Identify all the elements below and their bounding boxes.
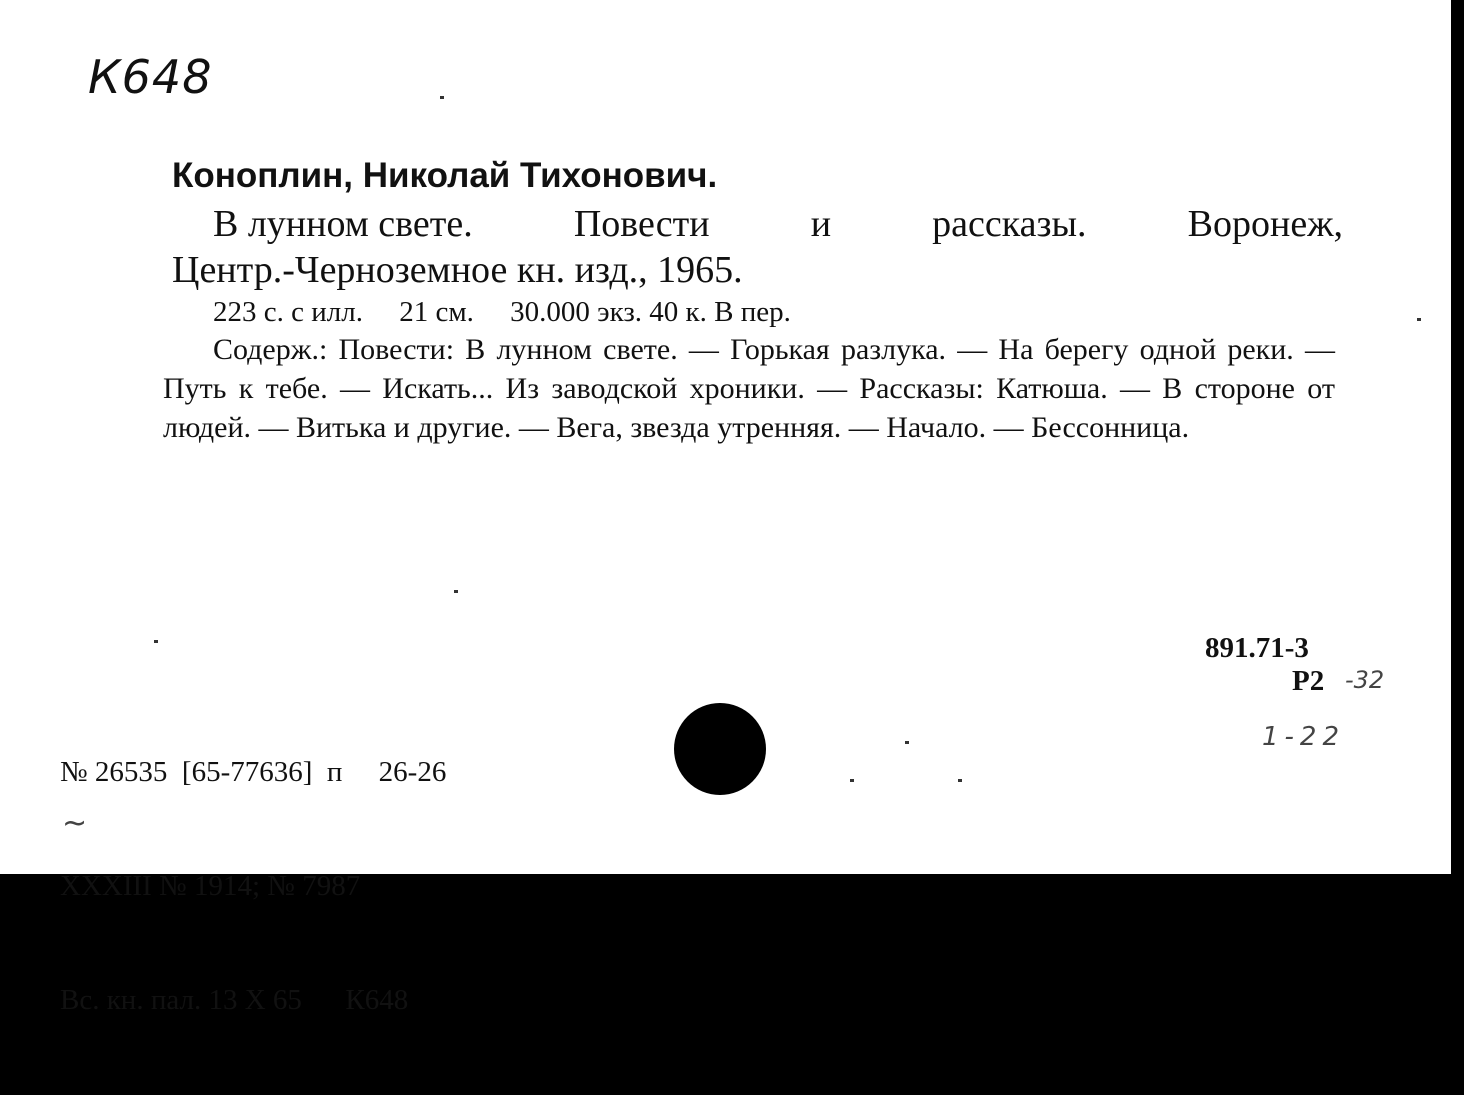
handwritten-code: К648 bbox=[88, 50, 213, 104]
contents-note: Содерж.: Повести: В лунном свете. — Горькая разлука. — На берегу одной реки. — Путь к тебе. — Искать... Из заводской хроники. — Рассказы: Катюша. — В стороне от людей. — Витька и другие. — Вега, звезда утренняя. — Начало. — Бессонница. bbox=[163, 333, 1335, 444]
pencil-mark: ~ bbox=[62, 806, 88, 841]
accession-line: № 26535 [65-77636] п 26-26 bbox=[60, 756, 447, 788]
speck bbox=[454, 590, 458, 593]
pencil-note: 1-22 bbox=[1262, 722, 1346, 752]
speck bbox=[440, 96, 444, 99]
speck bbox=[1417, 318, 1421, 321]
title-word: и bbox=[810, 203, 832, 245]
shelf-mark: Р2 bbox=[1292, 665, 1325, 697]
accession-line: XXXIII № 1914; № 7987 bbox=[60, 870, 361, 902]
speck bbox=[958, 779, 962, 782]
title-word: В лунном свете. bbox=[213, 203, 473, 245]
pencil-note: -32 bbox=[1345, 666, 1385, 694]
publisher-line: Центр.-Черноземное кн. изд., 1965. bbox=[172, 249, 743, 291]
place-of-publication: Воронеж, bbox=[1187, 203, 1343, 245]
title-line bbox=[213, 202, 1343, 246]
classification-number: 891.71-3 bbox=[1205, 632, 1309, 664]
speck bbox=[850, 779, 854, 782]
physical-description: 223 с. с илл. 21 см. 30.000 экз. 40 к. В пер. bbox=[213, 296, 791, 328]
title-word: рассказы. bbox=[932, 203, 1087, 245]
author-heading: Коноплин, Николай Тихонович. bbox=[172, 156, 718, 195]
accession-line: Вс. кн. пал. 13 X 65 К648 bbox=[60, 984, 409, 1016]
punch-hole bbox=[674, 703, 766, 795]
speck bbox=[154, 640, 158, 643]
accession-block bbox=[60, 677, 446, 1095]
title-word: Повести bbox=[573, 203, 710, 245]
speck bbox=[905, 741, 909, 744]
